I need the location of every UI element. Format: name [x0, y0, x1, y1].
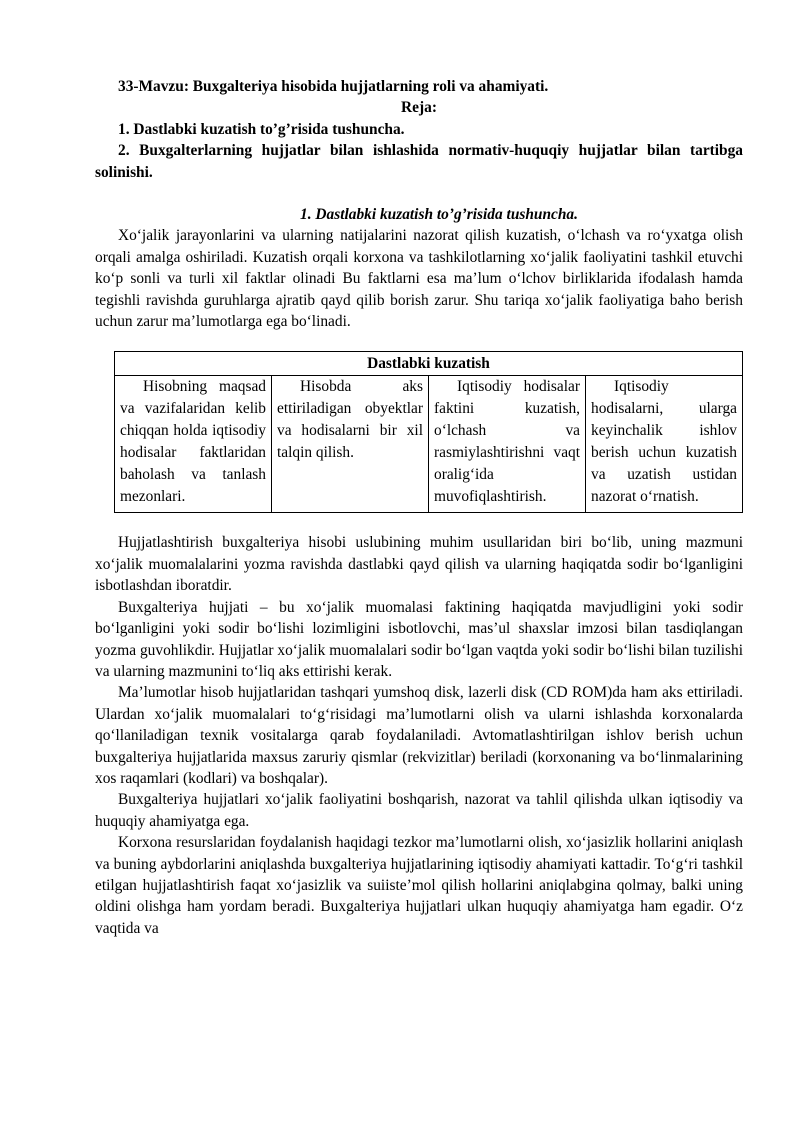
topic-title: 33-Mavzu: Buxgalteriya hisobida hujjatlarning roli va ahamiyati. [118, 78, 549, 95]
section-title: 1. Dastlabki kuzatish to’g’risida tushuncha. [300, 206, 578, 224]
cell-text: Hisobning maqsad va vazifalaridan kelib chiqqan holda iqtisodiy hodisalar faktlaridan baholash va tanlash mezonlari. [120, 378, 266, 506]
table-cell [272, 376, 429, 513]
plan-label: Reja: [401, 99, 437, 117]
table-cell [429, 376, 586, 513]
body-paragraph: Hujjatlashtirish buxgalteriya hisobi uslubining muhim usullaridan biri bo‘lib, uning mazmuni xo‘jalik muomalalarini yozma ravishda dastlabki qayd qilish va ularning haqiqatda sodir bo‘lganligini isbotlashdan iboratdir. [95, 534, 743, 595]
cell-text: Iqtisodiy hodisalar faktini kuzatish, o‘lchash va rasmiylashtirishni vaqt oralig‘ida muvofiqlashtirish. [434, 378, 580, 506]
document-page [95, 76, 743, 939]
plan-item-1: 1. Dastlabki kuzatish to’g’risida tushuncha. [118, 120, 405, 138]
table-header: Dastlabki kuzatish [115, 352, 743, 376]
body-paragraph: Korxona resurslaridan foydalanish haqidagi tezkor ma’lumotlarni olish, xo‘jasizlik hollarini aniqlash va buning aybdorlarini aniqlashda buxgalteriya hujjatlarining iqtisodiy ahamiyati kattadir. To‘g‘ri tashkil etilgan hujjatlashtirish faqat xo‘jasizlik va suiiste’mol qilish hollarini aniqlabgina qolmay, balki uning oldini olishga ham yordam beradi. Buxgalteriya hujjatlari ulkan huquqiy ahamiyatga ham egadir. O‘z vaqtida va [95, 834, 743, 937]
plan-item-2: 2. Buxgalterlarning hujjatlar bilan ishlashida normativ-huquqiy hujjatlar bilan tartibga solinishi. [95, 142, 743, 181]
cell-text: Iqtisodiy hodisalarni, ularga keyinchalik ishlov berish uchun kuzatish va uzatish ustidan nazorat o‘rnatish. [591, 378, 737, 506]
body-paragraph: Buxgalteriya hujjatlari xo‘jalik faoliyatini boshqarish, nazorat va tahlil qilishda ulkan iqtisodiy va huquqiy ahamiyatga ega. [95, 791, 743, 830]
body-paragraph: Buxgalteriya hujjati – bu xo‘jalik muomalasi faktining haqiqatda mavjudligini yoki sodir bo‘lganligini yoki sodir bo‘lishi lozimligini isbotlovchi, mas’ul shaxslar imzosi bilan tasdiqlangan yozma guvohlikdir. Hujjatlar xo‘jalik muomalalari sodir bo‘lgan vaqtda yoki sodir bo‘lishi bilan tuzilishi va ularning mazmunini to‘liq aks ettirishi kerak. [95, 598, 743, 680]
table-cell [586, 376, 743, 513]
table-cell [115, 376, 272, 513]
body-paragraph: Ma’lumotlar hisob hujjatlaridan tashqari yumshoq disk, lazerli disk (CD ROM)da ham aks ettiriladi. Ulardan xo‘jalik muomalalari to‘g‘risidagi ma’lumotlarni olish va ularni ishlashda korxonalarda qo‘llaniladigan texnik vositalarga qarab foydalaniladi. Avtomatlashtirilgan ishlov berish uchun buxgalteriya hujjatlarida maxsus zaruriy qismlar (rekvizitlar) beriladi (korxonaning va bo‘linmalarining xos raqamlari (kodlari) va boshqalar). [95, 684, 743, 787]
intro-paragraph: Xo‘jalik jarayonlarini va ularning natijalarini nazorat qilish kuzatish, o‘lchash va ro‘yxatga olish orqali amalga oshiriladi. Kuzatish orqali korxona va tashkilotlarning xo‘jalik faoliyatini tashkil etuvchi ko‘p sonli va turli xil faktlar olinadi Bu faktlarni esa ma’lum o‘lchov birliklarida ifodalash hamda tegishli ravishda guruhlarga ajratib qayd qilib borish zarur. Shu tariqa xo‘jalik faoliyatiga baho berish uchun zarur ma’lumotlarga ega bo‘linadi. [95, 227, 743, 331]
spacer [95, 183, 743, 204]
cell-text: Hisobda aks ettiriladigan obyektlar va hodisalarni bir xil talqin qilish. [277, 378, 423, 462]
table-row [115, 376, 743, 513]
initial-observation-table [114, 351, 743, 513]
